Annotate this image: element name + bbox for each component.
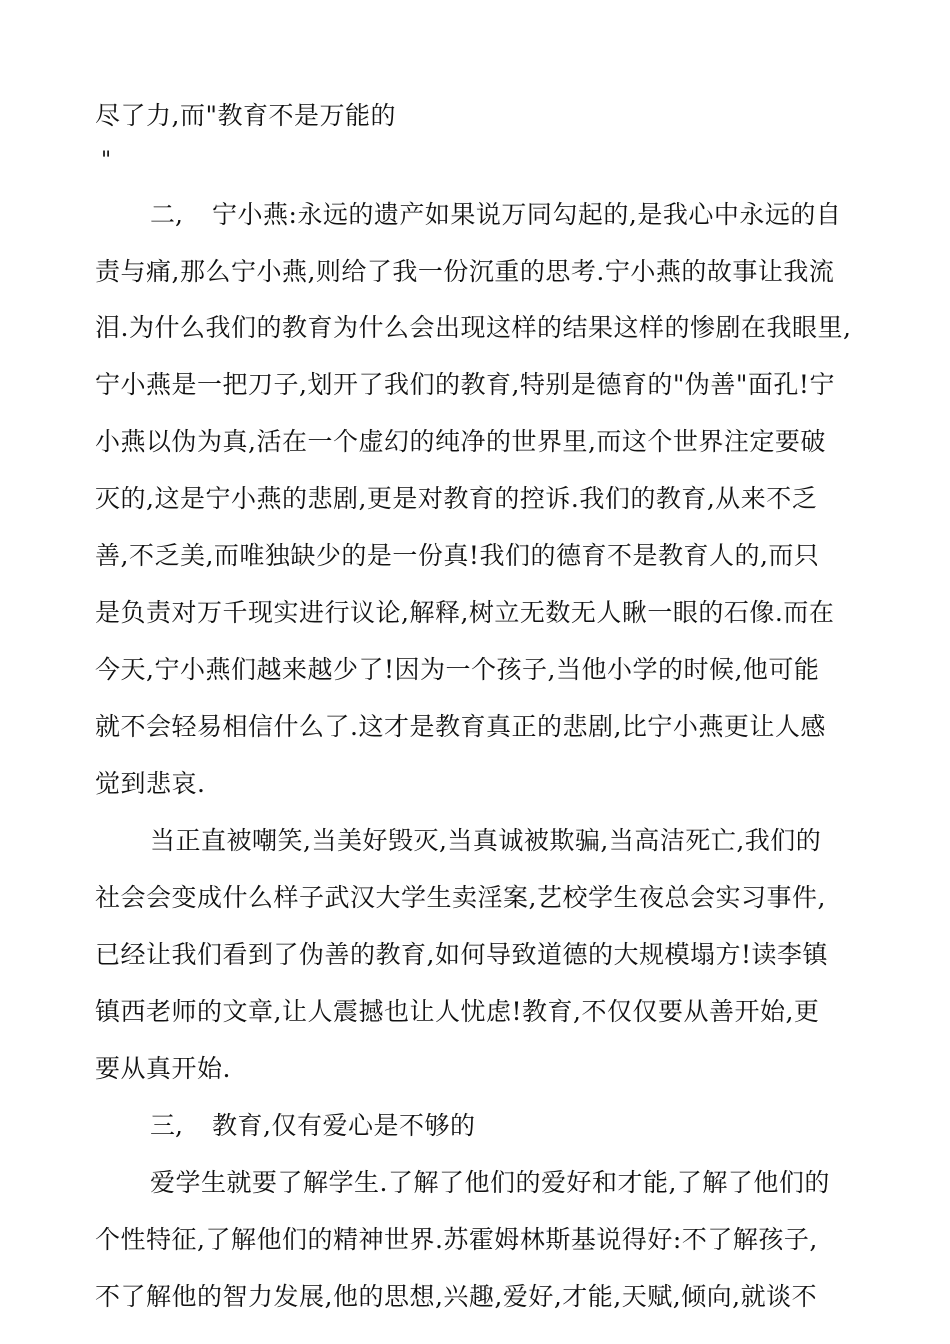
section-3-title: 教育,仅有爱心是不够的 xyxy=(212,1111,476,1140)
section-2-line: 就不会轻易相信什么了.这才是教育真正的悲剧,比宁小燕更让人感 xyxy=(95,712,826,741)
paragraph-a-line: 当正直被嘲笑,当美好毁灭,当真诚被欺骗,当高洁死亡,我们的 xyxy=(150,826,822,855)
intro-line: 尽了力,而"教育不是万能的 xyxy=(95,101,396,130)
paragraph-b-line: 爱学生就要了解学生.了解了他们的爱好和才能,了解了他们的 xyxy=(150,1168,830,1197)
paragraph-a-line: 社会会变成什么样子武汉大学生卖淫案,艺校学生夜总会实习事件, xyxy=(95,883,826,912)
section-2-line: 小燕以伪为真,活在一个虚幻的纯净的世界里,而这个世界注定要破 xyxy=(95,427,826,456)
paragraph-b-line: 不了解他的智力发展,他的思想,兴趣,爱好,才能,天赋,倾向,就谈不 xyxy=(95,1282,818,1311)
section-2-number: 二, xyxy=(150,200,183,229)
section-2-line: 今天,宁小燕们越来越少了!因为一个孩子,当他小学的时候,他可能 xyxy=(95,655,820,684)
section-2-line: 宁小燕是一把刀子,划开了我们的教育,特别是德育的"伪善"面孔!宁 xyxy=(95,370,835,399)
intro-close-quote: " xyxy=(101,148,112,173)
section-2-line: 觉到悲哀. xyxy=(95,769,206,798)
section-2-line: 责与痛,那么宁小燕,则给了我一份沉重的思考.宁小燕的故事让我流 xyxy=(95,257,835,286)
section-2-line: 泪.为什么我们的教育为什么会出现这样的结果这样的惨剧在我眼里, xyxy=(95,313,852,342)
section-2-line: 是负责对万千现实进行议论,解释,树立无数无人瞅一眼的石像.而在 xyxy=(95,598,835,627)
paragraph-b-line: 个性特征,了解他们的精神世界.苏霍姆林斯基说得好:不了解孩子, xyxy=(95,1225,818,1254)
paragraph-a-line: 已经让我们看到了伪善的教育,如何导致道德的大规模塌方!读李镇 xyxy=(95,940,828,969)
section-3-number: 三, xyxy=(150,1111,183,1140)
section-2-line: 善,不乏美,而唯独缺少的是一份真!我们的德育不是教育人的,而只 xyxy=(95,541,820,570)
paragraph-a-line: 要从真开始. xyxy=(95,1054,231,1083)
paragraph-a-line: 镇西老师的文章,让人震撼也让人忧虑!教育,不仅仅要从善开始,更 xyxy=(95,997,820,1026)
section-2-line: 灭的,这是宁小燕的悲剧,更是对教育的控诉.我们的教育,从来不乏 xyxy=(95,484,818,513)
section-2-line: 宁小燕:永远的遗产如果说万同勾起的,是我心中永远的自 xyxy=(212,200,842,229)
